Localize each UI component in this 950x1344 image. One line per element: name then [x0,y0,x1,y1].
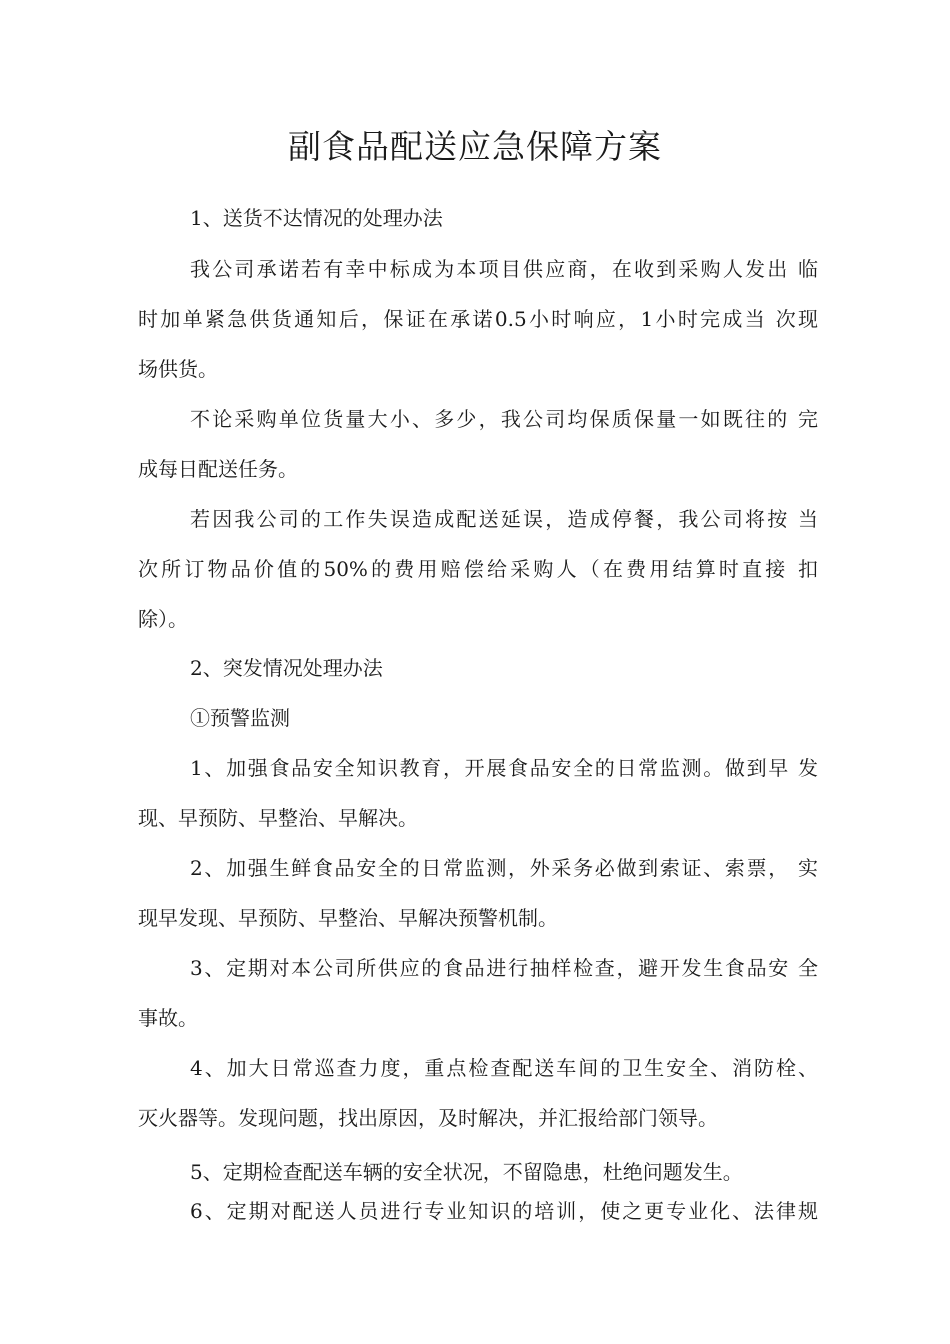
list-item-line: 4、加大日常巡查力度，重点检查配送车间的卫生安全、消防栓、 [190,1056,818,1080]
list-item-line: 现、早预防、早整治、早解决。 [138,806,418,830]
paragraph-line: 除）。 [138,607,188,631]
list-item-line: 灭火器等。发现问题，找出原因，及时解决，并汇报给部门领导。 [138,1106,718,1130]
subsection-heading: ①预警监测 [190,706,290,730]
paragraph-line: 时加单紧急供货通知后，保证在承诺0.5小时响应，1小时完成当 次现 [138,307,818,331]
list-item-line: 5、定期检查配送车辆的安全状况，不留隐患，杜绝问题发生。 [190,1160,743,1184]
section-heading-1: 1、送货不达情况的处理办法 [190,206,443,230]
list-item-line: 1、加强食品安全知识教育，开展食品安全的日常监测。做到早 发 [190,756,818,780]
paragraph-line: 不论采购单位货量大小、多少，我公司均保质保量一如既往的 完 [190,407,818,431]
list-item-line: 现早发现、早预防、早整治、早解决预警机制。 [138,906,558,930]
paragraph-line: 场供货。 [138,357,218,381]
list-item-line: 3、定期对本公司所供应的食品进行抽样检查，避开发生食品安 全 [190,956,818,980]
paragraph-line: 若因我公司的工作失误造成配送延误，造成停餐，我公司将按 当 [190,507,818,531]
list-item-line: 事故。 [138,1006,198,1030]
paragraph-line: 成每日配送任务。 [138,457,298,481]
paragraph-line: 我公司承诺若有幸中标成为本项目供应商，在收到采购人发出 临 [190,257,818,281]
list-item-line: 6、定期对配送人员进行专业知识的培训，使之更专业化、法律规 [190,1199,818,1223]
paragraph-line: 次所订物品价值的50%的费用赔偿给采购人（在费用结算时直接 扣 [138,557,818,581]
document-title: 副食品配送应急保障方案 [288,127,662,166]
list-item-line: 2、加强生鲜食品安全的日常监测，外采务必做到索证、索票， 实 [190,856,818,880]
section-heading-2: 2、突发情况处理办法 [190,656,383,680]
